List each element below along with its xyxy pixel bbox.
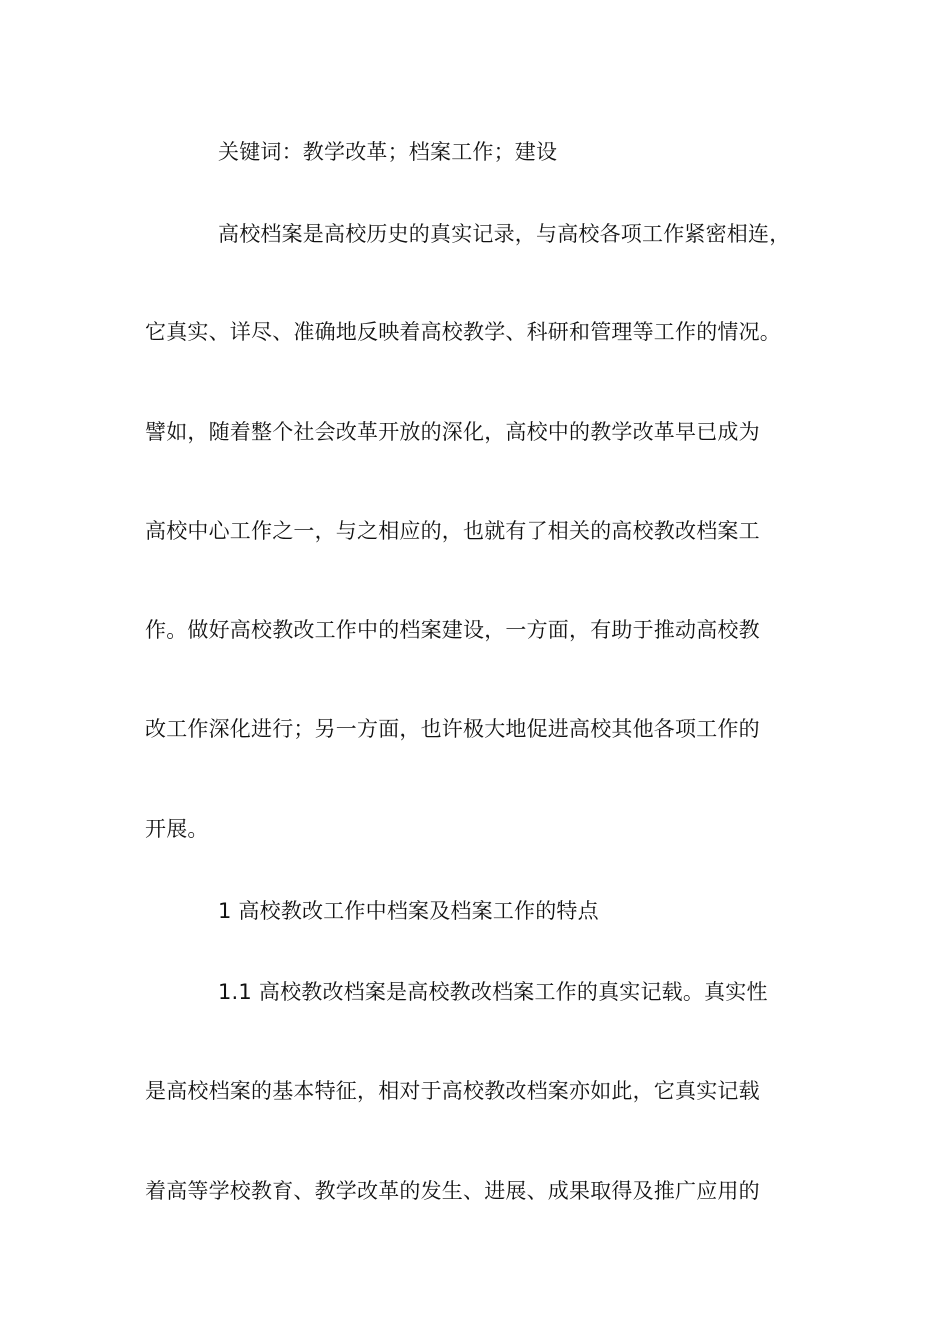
intro-paragraph-line: 高校中心工作之一，与之相应的，也就有了相关的高校教改档案工 [145, 519, 760, 543]
subsection-paragraph-line: 1.1 高校教改档案是高校教改档案工作的真实记载。真实性 [218, 980, 768, 1004]
intro-paragraph-line: 作。做好高校教改工作中的档案建设，一方面，有助于推动高校教 [145, 618, 760, 642]
intro-paragraph-line: 它真实、详尽、准确地反映着高校教学、科研和管理等工作的情况。 [145, 320, 781, 344]
intro-paragraph-line: 改工作深化进行；另一方面，也许极大地促进高校其他各项工作的 [145, 717, 760, 741]
subsection-paragraph-line: 是高校档案的基本特征，相对于高校教改档案亦如此，它真实记载 [145, 1079, 760, 1103]
intro-paragraph-line: 譬如，随着整个社会改革开放的深化，高校中的教学改革早已成为 [145, 420, 760, 444]
keywords-line: 关键词：教学改革；档案工作；建设 [218, 140, 558, 164]
subsection-paragraph-line: 着高等学校教育、教学改革的发生、进展、成果取得及推广应用的 [145, 1179, 760, 1203]
intro-paragraph-line: 高校档案是高校历史的真实记录，与高校各项工作紧密相连， [218, 222, 791, 246]
section-heading: 1 高校教改工作中档案及档案工作的特点 [218, 899, 599, 923]
intro-paragraph-line: 开展。 [145, 817, 209, 841]
